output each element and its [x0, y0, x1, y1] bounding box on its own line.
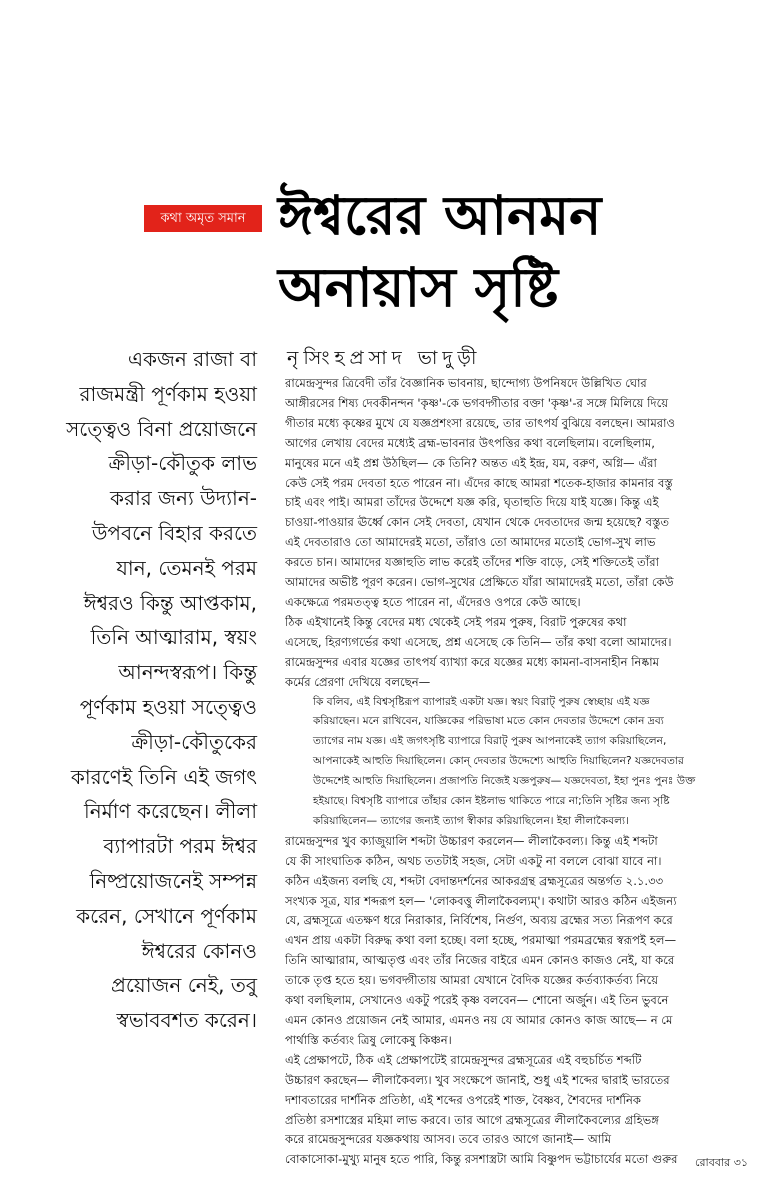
body-line: রামেন্দ্রসুন্দর ত্রিবেদী তাঁর বৈজ্ঞানিক ভাবনায়, ছান্দোগ্য উপনিষদে উল্লিখিত ঘোর [285, 376, 647, 390]
quote-line: কি বলিব, এই বিশ্বসৃষ্টিরূপ ব্যাপারই একটা যজ্ঞ। স্বয়ং বিরাট্‌ পুরুষ স্বেচ্ছায় এই যজ্ঞ [313, 695, 650, 708]
body-line: বোকাসোকা-মুখ্যু মানুষ হতে পারি, কিন্তু রসশাস্ত্রটা আমি বিষ্ণুপদ ভট্টাচার্যের মতো গুরুর [285, 1152, 678, 1167]
body-line: আগের লেখায় বেদের মধ্যেই ব্রহ্ম-ভাবনার উৎপত্তির কথা বলেছিলাম। বলেছিলাম, [285, 435, 655, 450]
body-line: উচ্চারণ করছেন— লীলাকৈবল্য। খুব সংক্ষেপে জানাই, শুধু এই শব্দের দ্বারাই ভারতের [285, 1072, 670, 1087]
pull-quote-line: করেন, সেখানে পূর্ণকাম [76, 903, 257, 928]
pull-quote-line: করার জন্য উদ্যান- [110, 486, 257, 511]
pull-quote-line: ক্রীড়া-কৌতুক লাভ [108, 451, 257, 476]
pull-quote-line: সত্ত্বেও বিনা প্রয়োজনে [66, 416, 257, 441]
quote-line: ত্যাগের নাম যজ্ঞ। এই জগৎসৃষ্টি ব্যাপারে বিরাট্‌ পুরুষ আপনাকেই ত্যাগ করিয়াছিলেন, [313, 735, 667, 748]
pull-quote-line: কারণেই তিনি এই জগৎ [70, 764, 257, 789]
quote-line: করিয়াছিলেন— ত্যাগের জন্যই ত্যাগ স্বীকার করিয়াছিলেন। ইহা লীলাকৈবল্য। [313, 814, 629, 827]
body-line: কর্মের প্রেরণা দেখিয়ে বলছেন— [285, 674, 431, 689]
article-title [278, 180, 758, 324]
pull-quote-line: উপবনে বিহার করতে [91, 520, 257, 545]
pull-quote-line: প্রয়োজন নেই, তবু [110, 973, 257, 998]
body-line: চাওয়া-পাওয়ার ঊর্ধ্বে কোন সেই দেবতা, যেখান থেকে দেবতাদের জন্ম হয়েছে? বস্তুত [285, 515, 670, 530]
pull-quote-line: আনন্দস্বরূপ। কিন্তু [118, 660, 257, 685]
pull-quote-line: পূর্ণকাম হওয়া সত্ত্বেও [79, 694, 257, 719]
body-line: কঠিন এইজন্য বলছি যে, শব্দটা বেদান্তদর্শনের আকরগ্রন্থ ব্রহ্মসূত্রের অন্তর্গত ২.১.৩৩ [285, 873, 664, 888]
pull-quote-line: ব্যাপারটা পরম ঈশ্বর [103, 834, 257, 859]
pull-quote-line: ঈশ্বরের কোনও [141, 938, 257, 963]
article-body [285, 374, 753, 1170]
pull-quote-line: একজন রাজা বা [127, 347, 257, 371]
pull-quote-line: রাজমন্ত্রী পূর্ণকাম হওয়া [79, 381, 257, 406]
section-label: কথা অমৃত সমান [144, 205, 262, 232]
body-line: কথা বলছিলাম, সেখানেও একটু পরেই কৃষ্ণ বলবেন— শোনো অর্জুন। এই তিন ভুবনে [285, 993, 669, 1008]
body-line: আমাদের অভীষ্ট পূরণ করেন। ভোগ-সুখের প্রেক্ষিতে যাঁরা আমাদেরই মতো, তাঁরা কেউ [285, 575, 674, 590]
quote-line: উদ্দেশেই আহুতি দিয়াছিলেন। প্রজাপতি নিজেই যজ্ঞপুরুষ— যজ্ঞদেবতা, ইহা পুনঃ পুনঃ উক্ত [313, 775, 696, 788]
body-line: পার্থাস্তি কর্তব্যং ত্রিষু লোকেষু কিঞ্চন। [285, 1032, 452, 1047]
body-line: যে, ব্রহ্মসূত্রে এতক্ষণ ধরে নিরাকার, নির্বিশেষ, নির্গুণ, অব্যয় ব্রহ্মের সত্য নিরূপণ করে [285, 913, 673, 928]
body-line: প্রতিষ্ঠা রসশাস্ত্রের মহিমা লাভ করবে। তার আগে ব্রহ্মসূত্রের লীলাকৈবল্যের গ্রহিভঙ্গ [285, 1112, 659, 1127]
quote-line: আপনাকেই আহুতি দিয়াছিলেন। কোন্‌ দেবতার উদ্দেশ্যে আহুতি দিয়াছিলেন? যজ্ঞদেবতার [313, 755, 684, 768]
body-line: মানুষের মনে এই প্রশ্ন উঠছিল— কে তিনি? অন্তত এই ইন্দ্র, যম, বরুণ, অগ্নি— এঁরা [285, 455, 657, 470]
body-line: যে কী সাংঘাতিক কঠিন, অথচ ততটাই সহজ, সেটা একটু না বললে বোঝা যাবে না। [285, 853, 662, 868]
pull-quote-line: ক্রীড়া-কৌতুকের [131, 729, 257, 754]
pull-quote-line: স্বভাববশত করেন। [116, 1008, 257, 1033]
title-line-1: ঈশ্বরের আনমন [278, 184, 602, 247]
body-line: রামেন্দ্রসুন্দর খুব ক্যাজুয়ালি শব্দটা উচ্চারণ করলেন— লীলাকৈবল্য। কিন্তু এই শব্দটা [285, 833, 658, 848]
body-line: চাই এবং পাই। আমরা তাঁদের উদ্দেশে যজ্ঞ করি, ঘৃতাহুতি দিয়ে যাই যজ্ঞে। কিন্তু এই [285, 495, 659, 510]
title-line-2: অনায়াস সৃষ্টি [278, 256, 559, 319]
body-line: এই প্রেক্ষাপটে, ঠিক এই প্রেক্ষাপটেই রামেন্দ্রসুন্দর ব্রহ্মসূত্রের এই বহুচর্চিত শব্দটি [285, 1052, 642, 1067]
body-line: একক্ষেত্রে পরমতত্ত্ব হতে পারেন না, এঁদেরও ওপরে কেউ আছে। [285, 594, 581, 609]
body-line: করতে চান। আমাদের যজ্ঞাহুতি লাভ করেই তাঁদের শক্তি বাড়ে, সেই শক্তিতেই তাঁরা [285, 555, 659, 570]
body-line: কেউ সেই পরম দেবতা হতে পারেন না। এঁদের কাছে আমরা শতেক-হাজার কামনার বস্তু [285, 475, 673, 490]
author-byline: নৃসিংহপ্রসাদ ভাদুড়ী [287, 347, 482, 369]
pull-quote-line: ঈশ্বরও কিন্তু আপ্তকাম, [83, 590, 257, 615]
quote-line: হইয়াছে। বিশ্বসৃষ্টি ব্যাপারে তাঁহার কোন ইষ্টলাভ থাকিতে পারে না;তিনি সৃষ্টির জন্য সৃষ্টি [313, 795, 670, 808]
body-line: ঠিক এইখানেই কিন্তু বেদের মধ্য থেকেই সেই পরম পুরুষ, বিরাট পুরুষের কথা [285, 614, 627, 629]
body-line: দশাবতারের দার্শনিক প্রতিষ্ঠা, এই শব্দের ওপরেই শাক্ত, বৈষ্ণব, শৈবদের দার্শনিক [285, 1092, 642, 1107]
pull-quote [7, 342, 257, 1038]
body-line: এমন কোনও প্রয়োজন নেই আমার, এমনও নয় যে আমার কোনও কাজ আছে— ন মে [285, 1013, 673, 1027]
body-line: এই দেবতারাও তো আমাদেরই মতো, তাঁরাও তো আমাদের মতোই ভোগ-সুখ লাভ [285, 535, 656, 550]
quote-line: করিয়াছেন। মনে রাখিবেন, যাজ্ঞিকের পরিভাষা মতে কোন দেবতার উদ্দেশে কোন দ্রব্য [313, 715, 664, 728]
pull-quote-line: নিষ্প্রয়োজনেই সম্পন্ন [89, 868, 257, 893]
pull-quote-line: নির্মাণ করেছেন। লীলা [84, 799, 257, 824]
body-line: তিনি আত্মারাম, আত্মতৃপ্ত এবং তাঁর নিজের বাইরে এমন কোনও কাজও নেই, যা করে [285, 953, 675, 968]
body-line: আঙ্গীরসের শিষ্য দেবকীনন্দন 'কৃষ্ণ'-কে ভগবদ্গীতার বক্তা 'কৃষ্ণ'-র সঙ্গে মিলিয়ে দিয়ে [285, 395, 669, 410]
body-line: করে রামেন্দ্রসুন্দরের যজ্ঞকথায় আসব। তবে তারও আগে জানাই— আমি [285, 1132, 612, 1147]
body-line: গীতার মধ্যে কৃষ্ণের মুখে যে যজ্ঞপ্রশংসা রয়েছে, তার তাৎপর্য বুঝিয়ে বলছেন। আমরাও [285, 415, 676, 430]
body-line: এসেছে, হিরণ্যগর্ভের কথা এসেছে, প্রশ্ন এসেছে কে তিনি— তাঁর কথা বলো আমাদের। [285, 634, 672, 649]
body-line: তাকে তৃপ্ত হতে হয়। ভগবদ্গীতায় আমরা যেখানে বৈদিক যজ্ঞের কর্তব্যাকর্তব্য নিয়ে [285, 973, 659, 988]
pull-quote-line: তিনি আত্মারাম, স্বয়ং [90, 625, 257, 650]
pull-quote-line: যান, তেমনই পরম [116, 555, 257, 580]
body-line: এখন প্রায় একটা বিরুদ্ধ কথা বলা হচ্ছে। বলা হচ্ছে, পরমাত্মা পরমব্রহ্মের স্বরূপই হল— [285, 933, 677, 948]
body-line: সংখ্যক সূত্র, যার শব্দরূপ হল— 'লোকবত্তু লীলাকৈবল্যম্‌'। কথাটা আরও কঠিন এইজন্য [285, 893, 677, 908]
page-number: রোববার ৩১ [695, 1156, 748, 1169]
body-line: রামেন্দ্রসুন্দর এবার যজ্ঞের তাৎপর্য ব্যাখ্যা করে যজ্ঞের মধ্যে কামনা-বাসনাহীন নিষ্কাম [285, 654, 660, 669]
